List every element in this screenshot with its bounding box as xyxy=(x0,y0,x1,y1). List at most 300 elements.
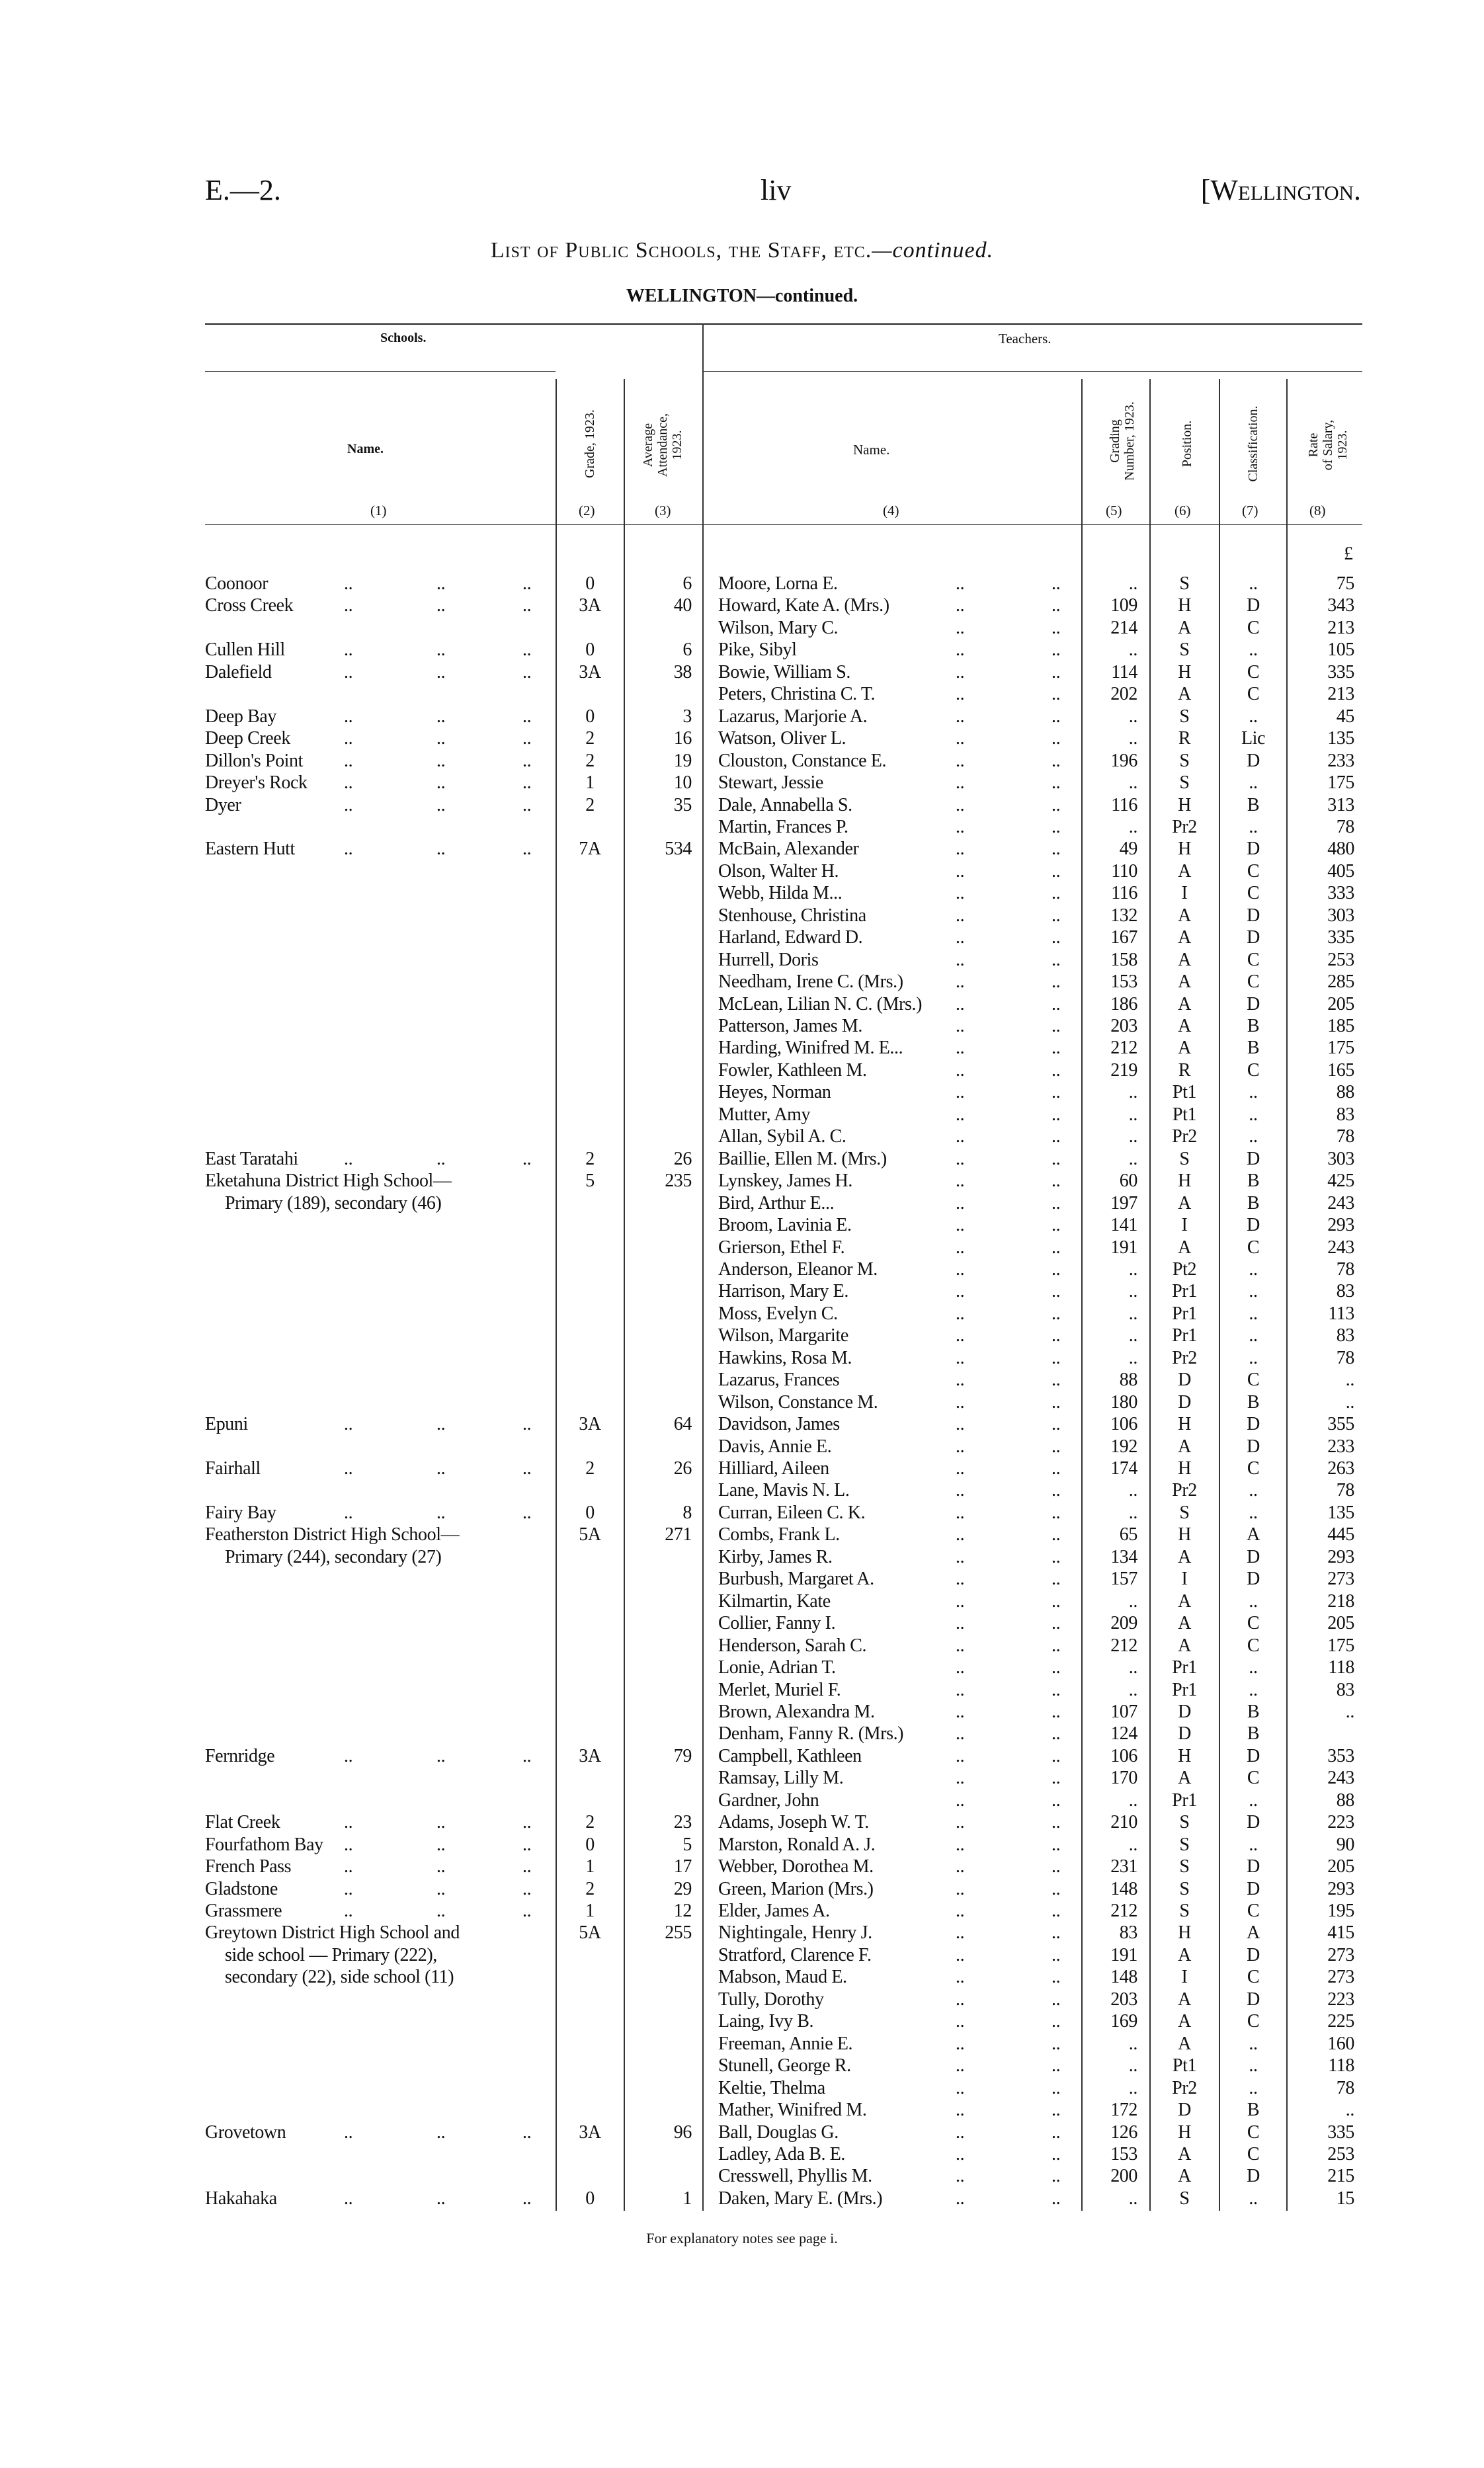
classification-cell: C xyxy=(1247,1237,1260,1258)
dot-leader: .. xyxy=(956,2011,965,2032)
classification-cell: D xyxy=(1247,993,1260,1014)
dot-leader: .. xyxy=(956,772,965,794)
dot-leader: .. xyxy=(344,1834,353,1855)
dot-leader: .. xyxy=(1051,1370,1061,1391)
grade-cell: 0 xyxy=(585,573,595,594)
grade-cell: 1 xyxy=(585,772,595,794)
dot-leader: .. xyxy=(436,1414,446,1435)
classification-cell: .. xyxy=(1249,2077,1258,2098)
salary-cell: 253 xyxy=(1327,949,1354,970)
salary-cell: 253 xyxy=(1327,2143,1354,2164)
classification-cell: .. xyxy=(1249,1657,1258,1678)
dot-leader: .. xyxy=(1051,2188,1061,2209)
attendance-cell: 6 xyxy=(682,573,692,594)
grading-number-cell: .. xyxy=(1128,1325,1137,1346)
classification-cell: C xyxy=(1247,661,1260,682)
dot-leader: .. xyxy=(344,772,353,794)
dot-leader: .. xyxy=(344,595,353,616)
dot-leader: .. xyxy=(522,1458,532,1479)
classification-cell: .. xyxy=(1249,1590,1258,1612)
position-cell: S xyxy=(1179,1878,1190,1899)
teacher-name: Grierson, Ethel F. xyxy=(718,1237,845,1258)
dot-leader: .. xyxy=(956,1701,965,1722)
attendance-cell: 271 xyxy=(665,1524,692,1545)
school-name: Eastern Hutt xyxy=(205,839,295,860)
dot-leader: .. xyxy=(956,1038,965,1059)
position-cell: A xyxy=(1178,1192,1191,1213)
classification-cell: B xyxy=(1247,1171,1260,1192)
position-cell: S xyxy=(1179,706,1190,727)
salary-cell: 293 xyxy=(1327,1878,1354,1899)
dot-leader: .. xyxy=(1051,1701,1061,1722)
salary-cell: 45 xyxy=(1336,706,1354,727)
dot-leader: .. xyxy=(1051,1590,1061,1612)
dot-leader: .. xyxy=(344,661,353,682)
dot-leader: .. xyxy=(1051,2143,1061,2164)
dot-leader: .. xyxy=(1051,1967,1061,1988)
dot-leader: .. xyxy=(956,1148,965,1169)
teacher-name: Curran, Eileen C. K. xyxy=(718,1502,866,1523)
grading-number-cell: 210 xyxy=(1110,1812,1137,1833)
position-cell: Pr1 xyxy=(1172,1657,1197,1678)
salary-cell: 293 xyxy=(1327,1546,1354,1567)
position-cell: H xyxy=(1178,595,1191,616)
attendance-cell: 35 xyxy=(673,794,692,815)
salary-cell: 480 xyxy=(1327,839,1354,860)
dot-leader: .. xyxy=(956,706,965,727)
column-number: (4) xyxy=(883,503,899,518)
salary-cell: 223 xyxy=(1327,1989,1354,2010)
dot-leader: .. xyxy=(1051,1215,1061,1236)
classification-cell: .. xyxy=(1249,2033,1258,2054)
dot-leader: .. xyxy=(1051,1258,1061,1280)
grading-number-cell: .. xyxy=(1128,706,1137,727)
teacher-name: Harland, Edward D. xyxy=(718,927,863,948)
grading-number-cell: 88 xyxy=(1119,1370,1137,1391)
school-name: Hakahaka xyxy=(205,2188,277,2209)
teacher-name: Lane, Mavis N. L. xyxy=(718,1480,850,1501)
dot-leader: .. xyxy=(522,1834,532,1855)
grading-number-cell: 110 xyxy=(1111,860,1137,882)
dot-leader: .. xyxy=(522,1745,532,1766)
position-cell: S xyxy=(1179,1856,1190,1877)
dot-leader: .. xyxy=(436,1148,446,1169)
dot-leader: .. xyxy=(1051,1171,1061,1192)
dot-leader: .. xyxy=(1051,1657,1061,1678)
position-cell: S xyxy=(1179,639,1190,661)
grade-cell: 7A xyxy=(579,839,601,860)
dot-leader: .. xyxy=(956,1391,965,1413)
dot-leader: .. xyxy=(522,839,532,860)
teachers-group-header: Teachers. xyxy=(999,331,1051,347)
classification-cell: C xyxy=(1247,2011,1260,2032)
classification-cell: .. xyxy=(1249,706,1258,727)
attendance-cell: 3 xyxy=(682,706,692,727)
school-name: Cullen Hill xyxy=(205,639,285,661)
dot-leader: .. xyxy=(344,1148,353,1169)
classification-cell: B xyxy=(1247,1701,1260,1722)
report-reference: E.—2. xyxy=(205,174,281,206)
page-number: liv xyxy=(761,174,792,206)
dot-leader: .. xyxy=(344,1502,353,1523)
classification-cell: B xyxy=(1247,2100,1260,2121)
dot-leader: .. xyxy=(1051,927,1061,948)
dot-leader: .. xyxy=(344,1901,353,1921)
dot-leader: .. xyxy=(1051,993,1061,1014)
position-cell: A xyxy=(1178,1768,1191,1789)
dot-leader: .. xyxy=(436,1856,446,1877)
currency-symbol: £ xyxy=(1344,544,1353,564)
salary-header-line: 1923. xyxy=(1335,430,1350,460)
grading-number-cell: 107 xyxy=(1110,1701,1137,1722)
grade-cell: 2 xyxy=(585,1878,595,1899)
position-cell: A xyxy=(1178,1546,1191,1567)
salary-cell: 233 xyxy=(1327,1436,1354,1457)
classification-cell: D xyxy=(1247,839,1260,860)
position-cell: A xyxy=(1178,2166,1191,2187)
position-cell: S xyxy=(1179,1148,1190,1169)
grade-cell: 0 xyxy=(585,1502,595,1523)
dot-leader: .. xyxy=(1051,728,1061,749)
classification-cell: B xyxy=(1247,794,1260,815)
position-cell: D xyxy=(1178,2100,1191,2121)
dot-leader: .. xyxy=(956,2033,965,2054)
dot-leader: .. xyxy=(1051,816,1061,837)
column-number: (3) xyxy=(655,503,671,518)
salary-cell: 213 xyxy=(1327,617,1354,638)
salary-cell: 105 xyxy=(1327,639,1354,661)
position-cell: H xyxy=(1178,1922,1191,1944)
dot-leader: .. xyxy=(436,1458,446,1479)
position-cell: A xyxy=(1178,927,1191,948)
salary-cell: 293 xyxy=(1327,1215,1354,1236)
teacher-name: Moss, Evelyn C. xyxy=(718,1303,838,1324)
dot-leader: .. xyxy=(436,1502,446,1523)
position-cell: H xyxy=(1178,661,1191,682)
classification-cell: .. xyxy=(1249,639,1258,661)
position-cell: A xyxy=(1178,971,1191,993)
dot-leader: .. xyxy=(956,1569,965,1590)
dot-leader: .. xyxy=(1051,1524,1061,1545)
salary-cell: 88 xyxy=(1336,1082,1354,1103)
salary-cell: 90 xyxy=(1336,1834,1354,1855)
dot-leader: .. xyxy=(344,839,353,860)
dot-leader: .. xyxy=(344,639,353,661)
salary-cell: 75 xyxy=(1336,573,1354,594)
dot-leader: .. xyxy=(956,1679,965,1700)
teacher-name: Kilmartin, Kate xyxy=(718,1590,831,1612)
school-name: Featherston District High School— xyxy=(205,1524,460,1545)
dot-leader: .. xyxy=(522,1414,532,1435)
grading-number-cell: .. xyxy=(1128,1657,1137,1678)
dot-leader: .. xyxy=(344,706,353,727)
dot-leader: .. xyxy=(1051,1059,1061,1081)
position-cell: A xyxy=(1178,1590,1191,1612)
dot-leader: .. xyxy=(436,839,446,860)
dot-leader: .. xyxy=(1051,1325,1061,1346)
teacher-name: Harding, Winifred M. E... xyxy=(718,1038,903,1059)
classification-cell: A xyxy=(1247,1922,1260,1944)
salary-cell: 118 xyxy=(1328,2055,1354,2077)
salary-cell: 78 xyxy=(1336,1126,1354,1147)
school-name: Grassmere xyxy=(205,1901,282,1921)
attendance-cell: 255 xyxy=(665,1922,692,1944)
teacher-name: Combs, Frank L. xyxy=(718,1524,840,1545)
grading-number-cell: .. xyxy=(1128,1679,1137,1700)
teacher-name: Daken, Mary E. (Mrs.) xyxy=(718,2188,883,2209)
classification-cell: C xyxy=(1247,883,1260,904)
position-cell: D xyxy=(1178,1391,1191,1413)
attendance-header-line: Average xyxy=(641,423,655,468)
dot-leader: .. xyxy=(522,772,532,794)
dot-leader: .. xyxy=(344,794,353,815)
dot-leader: .. xyxy=(956,2121,965,2143)
classification-cell: .. xyxy=(1249,573,1258,594)
position-cell: H xyxy=(1178,1414,1191,1435)
position-cell: S xyxy=(1179,1812,1190,1833)
dot-leader: .. xyxy=(1051,1635,1061,1656)
grading-number-cell: 114 xyxy=(1111,661,1137,682)
rule-teachers-sub xyxy=(702,371,1362,372)
grading-number-cell: 83 xyxy=(1119,1922,1137,1944)
dot-leader: .. xyxy=(436,2121,446,2143)
dot-leader: .. xyxy=(436,728,446,749)
salary-cell: 335 xyxy=(1327,661,1354,682)
classification-cell: C xyxy=(1247,949,1260,970)
position-cell: Pr2 xyxy=(1172,2077,1197,2098)
grading-number-cell: 203 xyxy=(1110,1989,1137,2010)
dot-leader: .. xyxy=(956,1834,965,1855)
position-cell: S xyxy=(1179,1502,1190,1523)
dot-leader: .. xyxy=(344,728,353,749)
schools-group-header: Schools. xyxy=(380,331,427,345)
salary-cell: 445 xyxy=(1327,1524,1354,1545)
school-name: Primary (189), secondary (46) xyxy=(225,1192,442,1213)
grading-number-cell: 196 xyxy=(1110,750,1137,771)
grade-cell: 2 xyxy=(585,794,595,815)
dot-leader: .. xyxy=(522,1148,532,1169)
position-cell: A xyxy=(1178,1635,1191,1656)
position-cell: Pt1 xyxy=(1172,2055,1197,2077)
school-name: secondary (22), side school (11) xyxy=(225,1967,454,1988)
dot-leader: .. xyxy=(956,1789,965,1811)
position-cell: A xyxy=(1178,2033,1191,2054)
attendance-header-line: Attendance, xyxy=(655,413,670,477)
school-name: Cross Creek xyxy=(205,595,294,616)
teacher-name: Heyes, Norman xyxy=(718,1082,831,1103)
teacher-name: Mabson, Maud E. xyxy=(718,1967,847,1988)
position-cell: A xyxy=(1178,684,1191,705)
salary-cell: 303 xyxy=(1327,1148,1354,1169)
salary-cell: 333 xyxy=(1327,883,1354,904)
classification-cell: D xyxy=(1247,1989,1260,2010)
grading-number-cell: 169 xyxy=(1110,2011,1137,2032)
position-cell: Pr1 xyxy=(1172,1303,1197,1324)
grading-number-cell: .. xyxy=(1128,728,1137,749)
dot-leader: .. xyxy=(436,750,446,771)
position-cell: A xyxy=(1178,1237,1191,1258)
grading-number-cell: .. xyxy=(1128,2033,1137,2054)
dot-leader: .. xyxy=(522,595,532,616)
teacher-name: Howard, Kate A. (Mrs.) xyxy=(718,595,889,616)
dot-leader: .. xyxy=(956,816,965,837)
classification-cell: .. xyxy=(1249,1789,1258,1811)
teacher-name: Lazarus, Frances xyxy=(718,1370,840,1391)
dot-leader: .. xyxy=(956,993,965,1014)
salary-cell: .. xyxy=(1345,1370,1354,1391)
grading-number-cell: 148 xyxy=(1110,1967,1137,1988)
dot-leader: .. xyxy=(956,1215,965,1236)
salary-header xyxy=(1306,392,1350,498)
salary-cell: 343 xyxy=(1327,595,1354,616)
dot-leader: .. xyxy=(436,661,446,682)
salary-cell: 175 xyxy=(1327,1038,1354,1059)
grading-number-cell: .. xyxy=(1128,1834,1137,1855)
rule-schools-sub xyxy=(205,371,556,372)
attendance-cell: 17 xyxy=(673,1856,692,1877)
grading-number-cell: 197 xyxy=(1110,1192,1137,1213)
attendance-cell: 23 xyxy=(673,1812,692,1833)
teacher-name: Pike, Sibyl xyxy=(718,639,797,661)
classification-cell: A xyxy=(1247,1524,1260,1545)
teacher-name: Lonie, Adrian T. xyxy=(718,1657,836,1678)
position-cell: A xyxy=(1178,993,1191,1014)
teacher-name: Nightingale, Henry J. xyxy=(718,1922,872,1944)
salary-cell: 223 xyxy=(1327,1812,1354,1833)
dot-leader: .. xyxy=(522,750,532,771)
salary-cell: 225 xyxy=(1327,2011,1354,2032)
rule-col-4 xyxy=(1081,379,1083,2211)
classification-cell: D xyxy=(1247,1878,1260,1899)
grade-cell: 0 xyxy=(585,1834,595,1855)
grading-number-cell: 153 xyxy=(1110,971,1137,993)
classification-cell: D xyxy=(1247,1944,1260,1965)
grading-number-cell: 192 xyxy=(1110,1436,1137,1457)
salary-cell: 205 xyxy=(1327,1613,1354,1634)
dot-leader: .. xyxy=(956,1922,965,1944)
classification-cell: C xyxy=(1247,971,1260,993)
teacher-name: McLean, Lilian N. C. (Mrs.) xyxy=(718,993,923,1014)
classification-cell: B xyxy=(1247,1038,1260,1059)
dot-leader: .. xyxy=(1051,2100,1061,2121)
teacher-name: Broom, Lavinia E. xyxy=(718,1215,852,1236)
dot-leader: .. xyxy=(956,1723,965,1745)
position-cell: I xyxy=(1181,1967,1188,1988)
salary-cell: 135 xyxy=(1327,728,1354,749)
grading-number-cell: 214 xyxy=(1110,617,1137,638)
dot-leader: .. xyxy=(956,2077,965,2098)
teacher-name: Tully, Dorothy xyxy=(718,1989,824,2010)
school-name: Fourfathom Bay xyxy=(205,1834,323,1855)
dot-leader: .. xyxy=(1051,1347,1061,1368)
dot-leader: .. xyxy=(1051,1834,1061,1855)
grading-number-cell: 49 xyxy=(1119,839,1137,860)
dot-leader: .. xyxy=(956,2055,965,2077)
dot-leader: .. xyxy=(1051,2077,1061,2098)
classification-cell: C xyxy=(1247,2143,1260,2164)
rule-col-5 xyxy=(1149,379,1151,2211)
position-cell: A xyxy=(1178,1989,1191,2010)
dot-leader: .. xyxy=(1051,1458,1061,1479)
dot-leader: .. xyxy=(436,573,446,594)
page-title xyxy=(0,238,1484,263)
grade-cell: 5A xyxy=(579,1922,601,1944)
classification-cell: D xyxy=(1247,927,1260,948)
grading-number-cell: .. xyxy=(1128,1347,1137,1368)
grading-number-cell: 116 xyxy=(1111,883,1137,904)
dot-leader: .. xyxy=(1051,661,1061,682)
dot-leader: .. xyxy=(1051,1303,1061,1324)
dot-leader: .. xyxy=(1051,1856,1061,1877)
grade-cell: 1 xyxy=(585,1901,595,1921)
classification-cell: .. xyxy=(1249,1082,1258,1103)
school-name: Grovetown xyxy=(205,2121,286,2143)
grading-number-cell: 212 xyxy=(1110,1635,1137,1656)
column-number: (1) xyxy=(370,503,387,518)
dot-leader: .. xyxy=(1051,1281,1061,1302)
grading-number-cell: .. xyxy=(1128,1148,1137,1169)
dot-leader: .. xyxy=(956,1546,965,1567)
grade-cell: 2 xyxy=(585,1148,595,1169)
teacher-name: Collier, Fanny I. xyxy=(718,1613,836,1634)
dot-leader: .. xyxy=(956,2166,965,2187)
teacher-name: Anderson, Eleanor M. xyxy=(718,1258,878,1280)
dot-leader: .. xyxy=(956,1082,965,1103)
position-cell: A xyxy=(1178,1944,1191,1965)
classification-cell: D xyxy=(1247,1215,1260,1236)
attendance-cell: 64 xyxy=(673,1414,692,1435)
dot-leader: .. xyxy=(956,1458,965,1479)
attendance-cell: 235 xyxy=(665,1171,692,1192)
dot-leader: .. xyxy=(436,1745,446,1766)
teacher-name: Stenhouse, Christina xyxy=(718,905,866,926)
classification-cell: D xyxy=(1247,750,1260,771)
classification-cell: D xyxy=(1247,2166,1260,2187)
dot-leader: .. xyxy=(1051,883,1061,904)
grading-number-cell: .. xyxy=(1128,816,1137,837)
position-cell: Pt2 xyxy=(1172,1258,1197,1280)
classification-cell: .. xyxy=(1249,1303,1258,1324)
position-cell: H xyxy=(1178,1745,1191,1766)
classification-cell: C xyxy=(1247,684,1260,705)
dot-leader: .. xyxy=(1051,1148,1061,1169)
grade-cell: 0 xyxy=(585,2188,595,2209)
dot-leader: .. xyxy=(956,1281,965,1302)
grading-number-cell: 126 xyxy=(1110,2121,1137,2143)
dot-leader: .. xyxy=(1051,1989,1061,2010)
teacher-name: Watson, Oliver L. xyxy=(718,728,846,749)
school-name: Dillon's Point xyxy=(205,750,304,771)
salary-header-line: of Salary, xyxy=(1321,419,1335,471)
dot-leader: .. xyxy=(522,1502,532,1523)
classification-cell: D xyxy=(1247,1148,1260,1169)
dot-leader: .. xyxy=(1051,905,1061,926)
teacher-name: Henderson, Sarah C. xyxy=(718,1635,867,1656)
classification-cell: C xyxy=(1247,1613,1260,1634)
teacher-name: Wilson, Constance M. xyxy=(718,1391,878,1413)
dot-leader: .. xyxy=(1051,1391,1061,1413)
classification-cell: C xyxy=(1247,2121,1260,2143)
teacher-name: Clouston, Constance E. xyxy=(718,750,887,771)
grading-number-cell: .. xyxy=(1128,2188,1137,2209)
position-cell: Pr1 xyxy=(1172,1325,1197,1346)
position-cell: I xyxy=(1181,883,1188,904)
dot-leader: .. xyxy=(1051,860,1061,882)
classification-cell: C xyxy=(1247,1458,1260,1479)
grade-cell: 5 xyxy=(585,1171,595,1192)
attendance-cell: 8 xyxy=(682,1502,692,1523)
dot-leader: .. xyxy=(956,639,965,661)
